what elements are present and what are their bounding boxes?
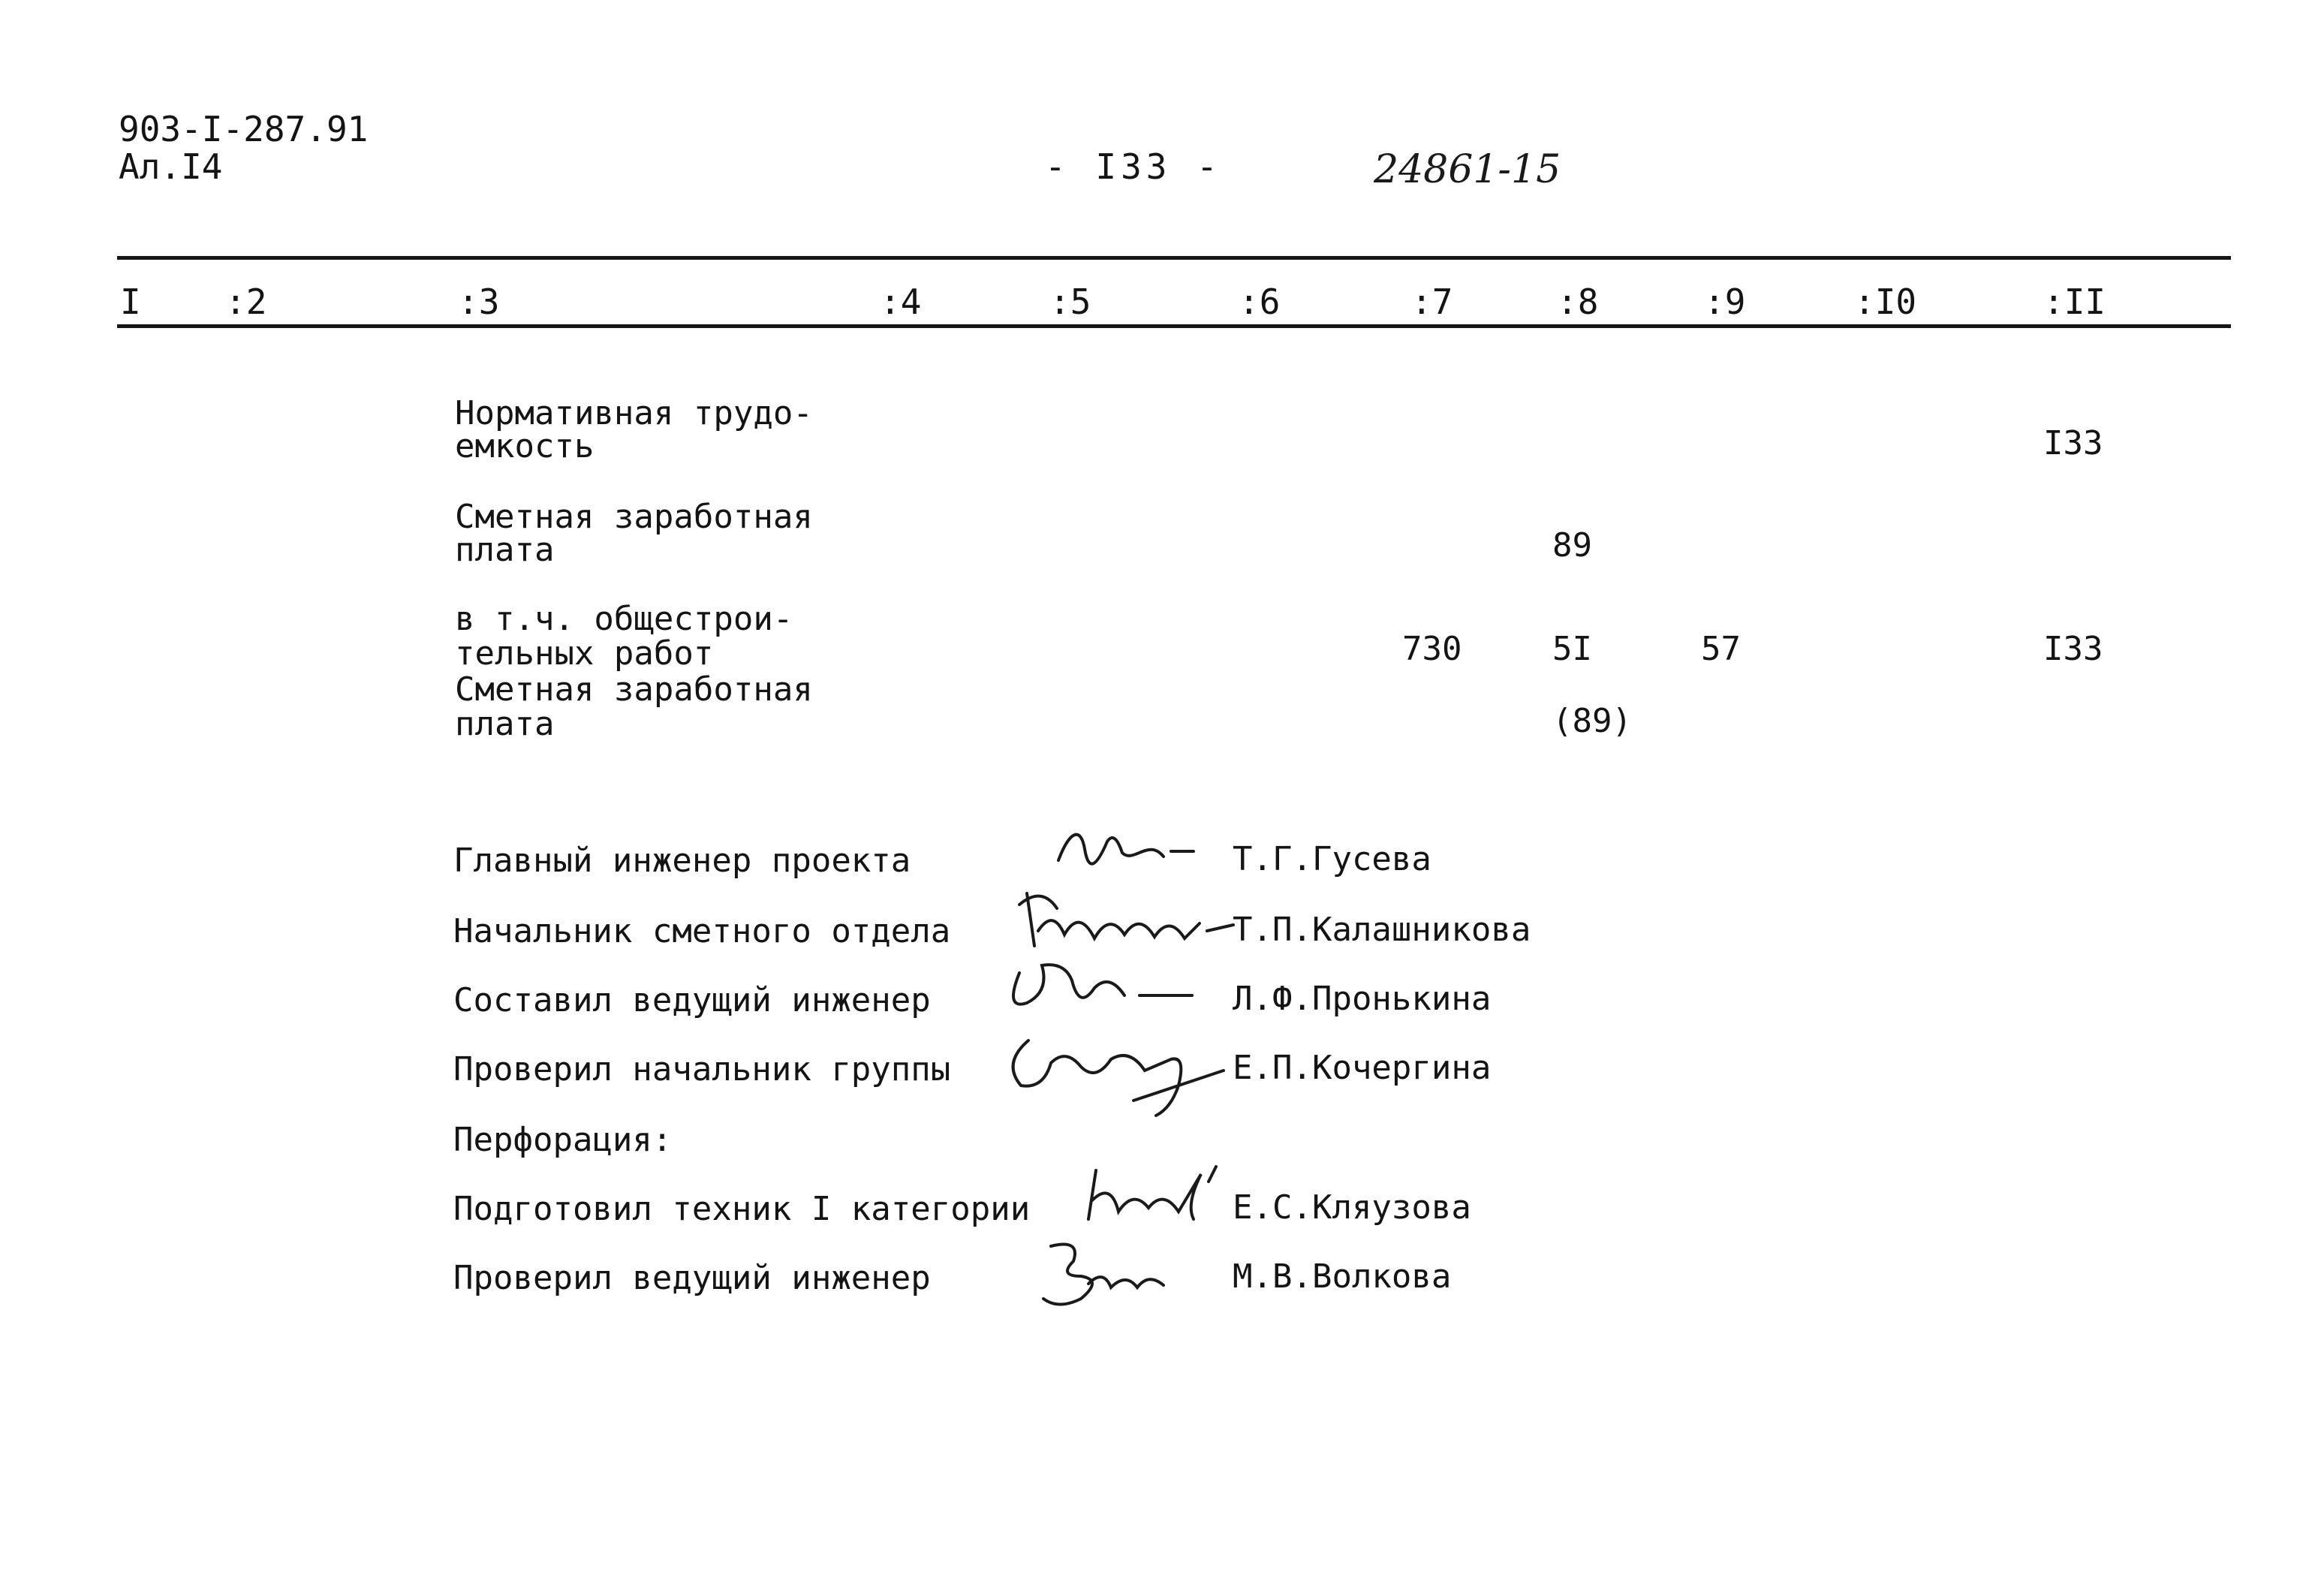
column-header-2: :2 [225, 282, 267, 322]
column-header-7: :7 [1411, 282, 1453, 322]
handwritten-signature [998, 1025, 1239, 1123]
handwritten-signature [1012, 878, 1237, 961]
signature-role: Проверил начальник группы [453, 1050, 951, 1089]
table-row-label-line2: емкость [455, 427, 595, 465]
column-header-8: :8 [1557, 282, 1599, 322]
document-code: 903-I-287.91 [119, 109, 369, 149]
table-row-label-line1: Сметная заработная [455, 498, 813, 536]
signature-role: Проверил ведущий инженер [453, 1259, 931, 1297]
signature-role: Составил ведущий инженер [453, 981, 931, 1019]
column-header-11: :II [2043, 282, 2106, 322]
signature-role: Главный инженер проекта [453, 842, 911, 880]
table-row-label-line2: плата [455, 531, 555, 569]
table-cell-col11: I33 [2043, 630, 2103, 668]
table-row-label-line1: Сметная заработная [455, 670, 813, 709]
column-header-9: :9 [1704, 282, 1746, 322]
header-top-rule [117, 256, 2231, 260]
handwritten-signature [1051, 815, 1201, 883]
column-header-10: :I0 [1854, 282, 1917, 322]
perforation-label: Перфорация: [453, 1121, 673, 1159]
signature-name: Л.Ф.Пронькина [1233, 980, 1492, 1018]
column-header-5: :5 [1049, 282, 1091, 322]
signature-name: Т.Г.Гусева [1233, 840, 1431, 878]
signature-name: М.В.Волкова [1233, 1257, 1452, 1296]
column-header-1: I [120, 282, 141, 322]
signature-name: Т.П.Калашникова [1233, 911, 1531, 949]
signature-role: Начальник сметного отдела [453, 912, 951, 950]
handwritten-signature [997, 950, 1207, 1025]
handwritten-signature [1081, 1159, 1231, 1227]
table-cell-col8: (89) [1552, 702, 1632, 740]
handwritten-number: 24861-15 [1374, 147, 1561, 192]
header-bottom-rule [117, 324, 2231, 328]
signature-role: Подготовил техник I категории [453, 1190, 1031, 1228]
handwritten-signature [1028, 1231, 1179, 1314]
signature-name: Е.П.Кочергина [1233, 1049, 1492, 1087]
table-row-label-line2: тельных работ [455, 634, 714, 673]
table-cell-col9: 57 [1701, 630, 1741, 668]
table-cell-col8: 89 [1552, 526, 1592, 565]
page-number: - I33 - [1045, 146, 1222, 187]
sheet-number: Ал.I4 [119, 146, 223, 187]
table-row-label-line2: плата [455, 705, 555, 743]
signature-name: Е.С.Кляузова [1233, 1188, 1471, 1227]
column-header-6: :6 [1239, 282, 1281, 322]
column-header-3: :3 [458, 282, 500, 322]
table-row-label-line1: в т.ч. общестрои- [455, 600, 793, 638]
table-row-label-line1: Нормативная трудо- [455, 394, 813, 432]
table-cell-col8: 5I [1552, 630, 1592, 668]
table-cell-col7: 730 [1402, 630, 1462, 668]
column-header-4: :4 [880, 282, 922, 322]
table-cell-col11: I33 [2043, 424, 2103, 462]
